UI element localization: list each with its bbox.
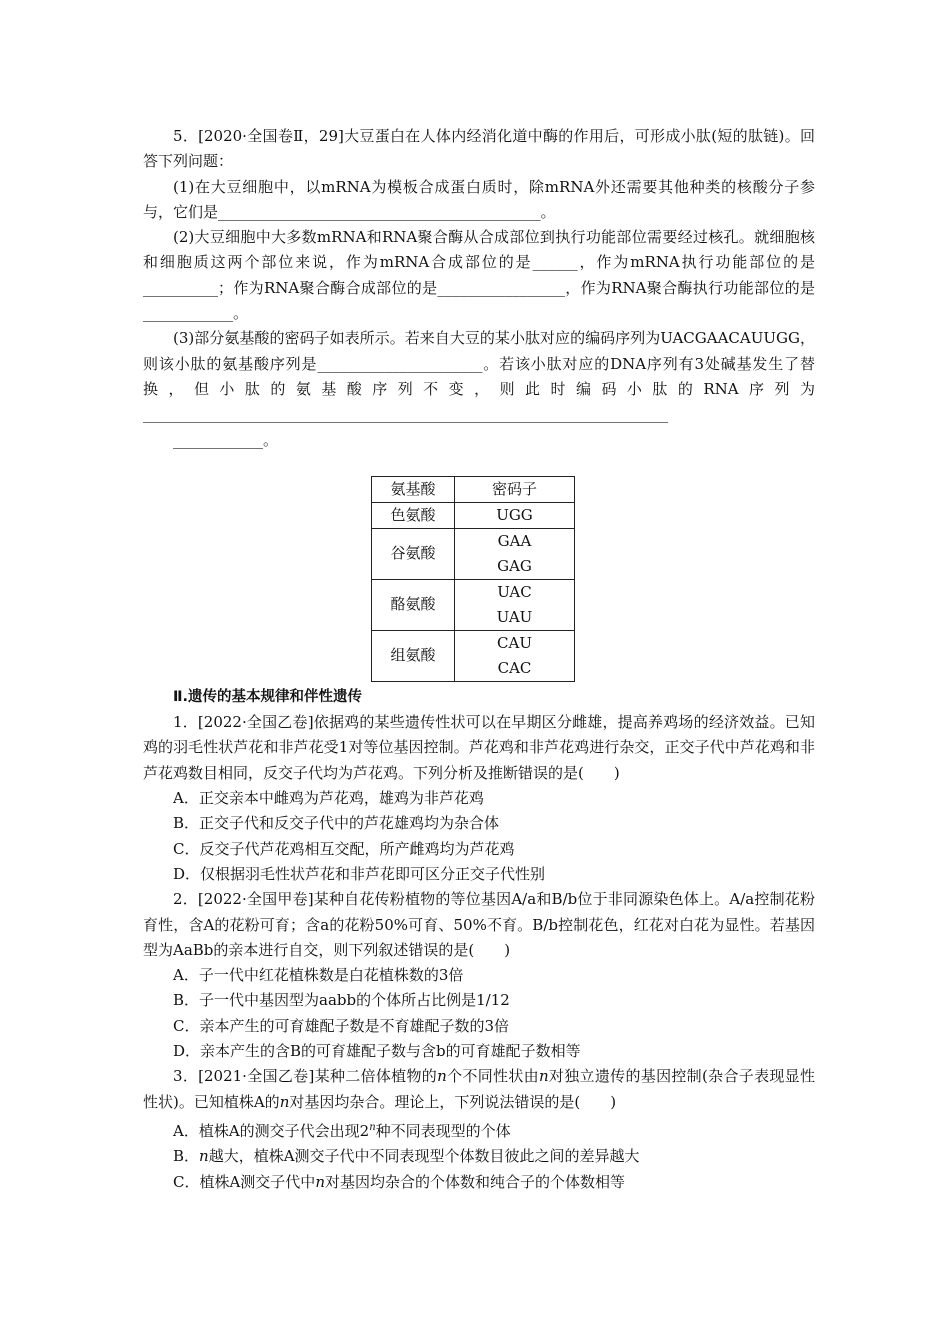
option-text: B． [173,1147,200,1166]
codon-value: UAC [497,582,532,601]
codon-value: UAU [496,607,533,626]
codon-value: CAC [497,658,532,677]
table-row [372,579,575,630]
q5-part2: (2)大豆细胞中大多数mRNA和RNA聚合酶从合成部位到执行功能部位需要经过核孔。就细胞核和细胞质这两个部位来说，作为mRNA合成部位的是______，作为mRNA执行功能部位的是__________；作为RNA聚合酶合成部位的是_________________，作为RNA聚合酶执行功能部位的是____________。 [143,228,815,323]
codon-table [371,476,575,682]
variable-n: n [538,1067,549,1086]
document-page [143,124,815,1195]
superscript-n: n [369,1121,376,1133]
option-text: C．植株A测交子代中 [173,1172,316,1191]
q2-option-c: C．亲本产生的可育雄配子数是不育雄配子数的3倍 [173,1016,510,1035]
codon-value: GAG [497,556,532,575]
codon-value: GAA [497,531,532,550]
codon-table-header [372,476,575,502]
q3-stem-text: 3．[2021·全国乙卷]某种二倍体植物的 [173,1067,438,1086]
q5-part1: (1)在大豆细胞中，以mRNA为模板合成蛋白质时，除mRNA外还需要其他种类的核酸分子参与，它们是___________________________________________。 [143,177,815,221]
q3-option-a [143,1115,815,1144]
q3-stem [143,1064,815,1115]
q2-option-a: A．子一代中红花植株数是白花植株数的3倍 [173,966,464,985]
section-title: Ⅱ.遗传的基本规律和伴性遗传 [173,688,363,705]
option-text: 对基因均杂合的个体数和纯合子的个体数相等 [324,1172,625,1191]
variable-n: n [199,1147,209,1166]
amino-acid-cell: 组氨酸 [372,630,455,681]
q5-part3: (3)部分氨基酸的密码子如表所示。若来自大豆的某小肽对应的编码序列为UACGAACAUUGG，则该小肽的氨基酸序列是______________________。若该小肽对应的DNA序列有3处碱基发生了替换，但小肽的氨基酸序列不变，则此时编码小肽的RNA序列为______________________________________________________________________ [143,329,815,424]
table-row [372,502,575,528]
header-codon: 密码子 [455,476,575,502]
codon-value: CAU [497,633,532,652]
variable-n: n [279,1092,290,1111]
variable-n: n [315,1172,325,1191]
q1-option-d: D．仅根据羽毛性状芦花和非芦花即可区分正交子代性别 [173,864,546,883]
q2-stem: 2．[2022·全国甲卷]某种自花传粉植物的等位基因A/a和B/b位于非同源染色体上。A/a控制花粉育性，含A的花粉可育；含a的花粉50%可育、50%不育。B/b控制花色，红花对白花为显性。若基因型为AaBb的亲本进行自交，则下列叙述错误的是( ) [143,890,815,959]
q1-stem: 1．[2022·全国乙卷]依据鸡的某些遗传性状可以在早期区分雌雄，提高养鸡场的经济效益。已知鸡的羽毛性状芦花和非芦花受1对等位基因控制。芦花鸡和非芦花鸡进行杂交，正交子代中芦花鸡和非芦花鸡数目相同，反交子代均为芦花鸡。下列分析及推断错误的是( ) [143,713,815,782]
option-text: 种不同表现型的个体 [375,1121,511,1140]
q5-stem: 5．[2020·全国卷Ⅱ，29]大豆蛋白在人体内经消化道中酶的作用后，可形成小肽(短的肽链)。回答下列问题： [143,127,815,171]
table-row [372,630,575,681]
header-amino-acid: 氨基酸 [372,476,455,502]
amino-acid-cell: 色氨酸 [372,502,455,528]
q2-option-b: B．子一代中基因型为aabb的个体所占比例是1/12 [173,991,510,1010]
q5-part3-tail: ____________。 [173,430,279,449]
q3-stem-text: 对独立遗传的基因控制(杂合子表现显性性状)。已知植株A的 [143,1067,815,1111]
codon-cell [455,579,575,630]
option-text: A．植株A的测交子代会出现2 [173,1121,370,1140]
table-row [372,528,575,579]
q1-option-c: C．反交子代芦花鸡相互交配，所产雌鸡均为芦花鸡 [173,839,515,858]
q2-option-d: D．亲本产生的含B的可育雄配子数与含b的可育雄配子数相等 [173,1042,581,1061]
codon-cell: UGG [455,502,575,528]
variable-n: n [437,1067,447,1086]
q3-option-b [143,1144,815,1169]
q3-option-c [143,1170,815,1195]
q1-option-a: A．正交亲本中雌鸡为芦花鸡，雄鸡为非芦花鸡 [173,789,484,808]
codon-cell [455,630,575,681]
option-text: 越大，植株A测交子代中不同表现型个体数目彼此之间的差异越大 [208,1147,640,1166]
codon-cell [455,528,575,579]
amino-acid-cell: 谷氨酸 [372,528,455,579]
amino-acid-cell: 酪氨酸 [372,579,455,630]
q3-stem-text: 个不同性状由 [446,1067,539,1086]
q1-option-b: B．正交子代和反交子代中的芦花雄鸡均为杂合体 [173,814,500,833]
q3-stem-text: 对基因均杂合。理论上，下列说法错误的是( ) [289,1092,617,1111]
